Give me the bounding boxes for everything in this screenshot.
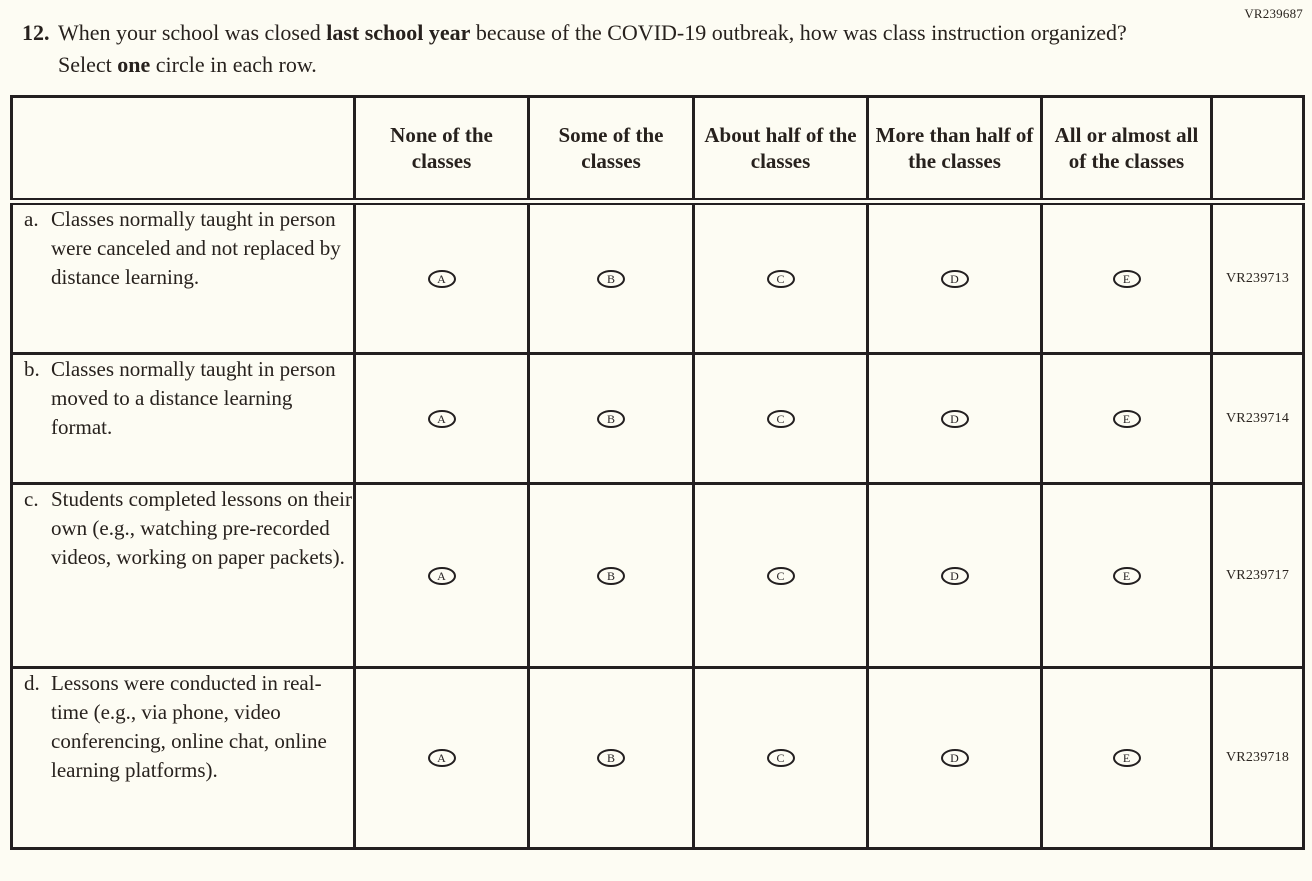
option-cell <box>868 668 1042 849</box>
bubble-letter: C <box>776 271 785 286</box>
option-cell <box>1042 484 1212 668</box>
header-empty-code <box>1212 97 1304 202</box>
question-text-segment: When your school was closed <box>58 20 327 45</box>
question-text-bold: last school year <box>326 20 471 45</box>
bubble-rowb-E[interactable] <box>1113 410 1141 428</box>
option-cell <box>529 202 694 354</box>
bubble-rowd-A[interactable] <box>428 749 456 767</box>
bubble-letter: B <box>606 271 615 286</box>
bubble-rowc-C[interactable] <box>767 567 795 585</box>
header-none-of-classes: None of the classes <box>355 97 529 202</box>
bubble-rowc-E[interactable] <box>1113 567 1141 585</box>
question-number: 12. <box>22 20 50 45</box>
option-cell <box>868 202 1042 354</box>
bubble-letter: C <box>776 751 785 765</box>
bubble-letter: B <box>606 568 615 583</box>
table-row-c <box>12 484 1304 668</box>
bubble-rowc-A[interactable] <box>428 567 456 585</box>
bubble-rowa-B[interactable] <box>597 270 625 288</box>
header-empty-statement <box>12 97 355 202</box>
bubble-letter: E <box>1122 568 1131 583</box>
row-accession-code: VR239717 <box>1212 484 1304 668</box>
statement-cell <box>12 354 355 484</box>
statement-text: Classes normally taught in person were canceled and not replaced by distance learning. <box>51 207 341 289</box>
statement-text: Classes normally taught in person moved to a distance learning format. <box>51 357 336 439</box>
option-cell <box>355 202 529 354</box>
bubble-rowb-B[interactable] <box>597 410 625 428</box>
table-row-d <box>12 668 1304 849</box>
row-accession-code: VR239718 <box>1212 668 1304 849</box>
bubble-rowc-B[interactable] <box>597 567 625 585</box>
question-text-segment: circle in each row. <box>150 52 317 77</box>
option-cell <box>355 484 529 668</box>
option-cell <box>529 354 694 484</box>
row-letter: d. <box>24 671 40 695</box>
statement-cell <box>12 484 355 668</box>
table-row-a <box>12 202 1304 354</box>
option-cell <box>355 668 529 849</box>
question-text-segment: because of the COVID-19 outbreak, how was class instruction organized? Select <box>58 20 1127 77</box>
header-more-than-half: More than half of the classes <box>868 97 1042 202</box>
statement-cell <box>12 668 355 849</box>
option-cell <box>1042 354 1212 484</box>
bubble-rowa-D[interactable] <box>941 270 969 288</box>
row-letter: a. <box>24 207 39 231</box>
response-grid-table <box>10 95 1305 850</box>
question-text-bold: one <box>117 52 151 77</box>
bubble-letter: A <box>437 751 446 765</box>
bubble-letter: D <box>950 751 959 765</box>
header-some-of-classes: Some of the classes <box>529 97 694 202</box>
row-accession-code: VR239713 <box>1212 202 1304 354</box>
row-accession-code: VR239714 <box>1212 354 1304 484</box>
option-cell <box>1042 668 1212 849</box>
option-cell <box>355 354 529 484</box>
option-cell <box>868 484 1042 668</box>
bubble-rowc-D[interactable] <box>941 567 969 585</box>
option-cell <box>529 484 694 668</box>
bubble-letter: E <box>1122 411 1131 426</box>
bubble-rowa-E[interactable] <box>1113 270 1141 288</box>
bubble-rowb-C[interactable] <box>767 410 795 428</box>
bubble-letter: E <box>1122 751 1131 765</box>
bubble-rowd-D[interactable] <box>941 749 969 767</box>
bubble-rowd-B[interactable] <box>597 749 625 767</box>
bubble-rowa-A[interactable] <box>428 270 456 288</box>
statement-cell <box>12 202 355 354</box>
header-all-or-almost-all: All or almost all of the classes <box>1042 97 1212 202</box>
option-cell <box>694 484 868 668</box>
table-row-b <box>12 354 1304 484</box>
question-block <box>0 0 1312 81</box>
option-cell <box>694 354 868 484</box>
bubble-letter: E <box>1122 271 1131 286</box>
option-cell <box>529 668 694 849</box>
bubble-letter: A <box>437 271 446 286</box>
bubble-rowa-C[interactable] <box>767 270 795 288</box>
bubble-letter: B <box>606 751 615 765</box>
bubble-rowd-C[interactable] <box>767 749 795 767</box>
header-about-half: About half of the classes <box>694 97 868 202</box>
option-cell <box>694 202 868 354</box>
page-accession-code: VR239687 <box>1244 6 1303 21</box>
bubble-rowb-A[interactable] <box>428 410 456 428</box>
header-row <box>12 97 1304 202</box>
bubble-letter: D <box>950 271 959 286</box>
bubble-rowd-E[interactable] <box>1113 749 1141 767</box>
row-letter: c. <box>24 487 39 511</box>
bubble-rowb-D[interactable] <box>941 410 969 428</box>
bubble-letter: A <box>437 568 446 583</box>
row-letter: b. <box>24 357 40 381</box>
option-cell <box>694 668 868 849</box>
option-cell <box>1042 202 1212 354</box>
option-cell <box>868 354 1042 484</box>
bubble-letter: C <box>776 568 785 583</box>
bubble-letter: A <box>437 411 446 426</box>
statement-text: Students completed lessons on their own (e.g., watching pre-recorded videos, working on paper packets). <box>51 487 352 569</box>
bubble-letter: C <box>776 411 785 426</box>
bubble-letter: D <box>950 411 959 426</box>
statement-text: Lessons were conducted in real-time (e.g., via phone, video conferencing, online chat, online learning platforms). <box>51 671 327 782</box>
bubble-letter: B <box>606 411 615 426</box>
question-text <box>58 17 1128 81</box>
bubble-letter: D <box>950 568 959 583</box>
